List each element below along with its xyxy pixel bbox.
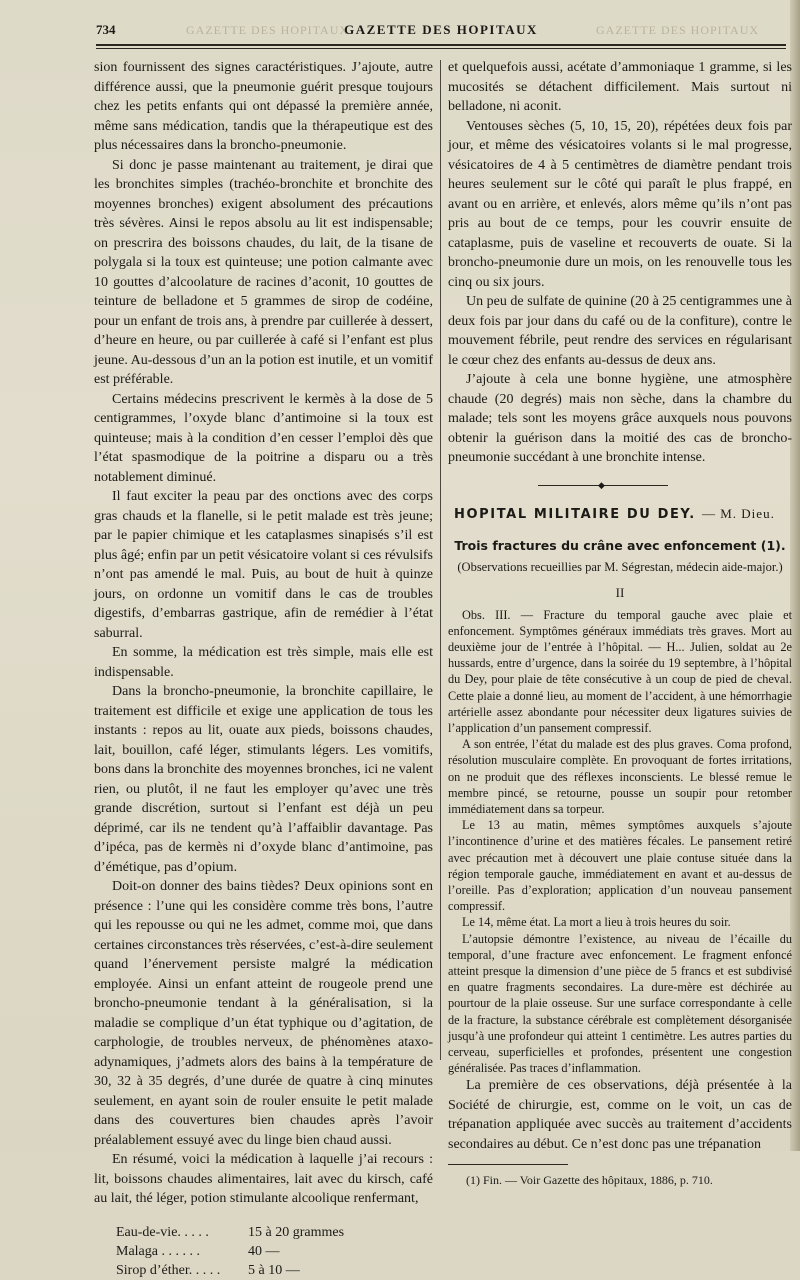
- footnote-rule: [448, 1164, 568, 1165]
- paragraph: Obs. III. — Fracture du temporal gauche avec plaie et enfoncement. Symptômes généraux immédiats très graves. Mort au deuxième jour de l’entrée à l’hôpital. — H... Julien, soldat au 2e hussards, entre d’urgence, dans la soirée du 19 septembre, à l’hôpital du Dey, pour plaie de tête consécutive à un coup de pied de cheval. Cette plaie a donné lieu, au moment de l’accident, à une hémorrhagie artérielle assez abondante pour nécessiter deux ligatures suivies de l’application d’un pansement compressif.: [448, 607, 792, 735]
- bleed-through-text-left: GAZETTE DES HOPITAUX: [186, 23, 350, 37]
- observation-text: [448, 607, 792, 1077]
- paragraph: La première de ces observations, déjà présentée à la Société de chirurgie, est, comme on le voit, un cas de trépanation appliquée avec succès au traitement d’accidents secondaires au début. Ce n’est donc pas une trépanation: [448, 1078, 792, 1152]
- paragraph: et quelquefois aussi, acétate d’ammoniaque 1 gramme, si les mucosités se détachent difficilement. Mais surtout ni belladone, ni aconit.: [448, 60, 792, 114]
- right-column: [448, 58, 792, 1188]
- paragraph: Le 13 au matin, mêmes symptômes auxquels s’ajoute l’incontinence d’urine et des matières fécales. Le pansement retiré avec précaution met à découvert une plaie contuse située dans la région temporale gauche, immédiatement en avant et au-dessus de l’oreille. Pas d’exploration; application d’un nouveau pansement compressif.: [448, 818, 792, 914]
- page-header: [96, 20, 786, 42]
- bleed-through-text-right: GAZETTE DES HOPITAUX: [596, 23, 760, 37]
- prescription-item: [116, 1242, 433, 1261]
- page-number: 734: [96, 22, 116, 37]
- journal-title: GAZETTE DES HOPITAUX: [344, 22, 538, 37]
- section-author: — M. Dieu.: [701, 505, 775, 521]
- paragraph: Doit-on donner des bains tièdes? Deux opinions sont en présence : l’une qui les considère comme très bons, l’autre qui les repousse ou qui ne les admet, comme moi, que dans certaines circonstances très réservées, c’est-à-dire seulement quand l’énervement persiste malgré la médication employée. Ainsi un enfant atteint de rougeole prend une broncho-pneumonie tendant à la généralisation, si la maladie se complique d’un état typhique ou d’agitation, de carphologie, de troubles nerveux, de phénomènes ataxo-adynamiques, j’admets alors des bains à la température de 30, 32 à 35 degrés, d’une durée de quatre à cinq minutes seulement, en ayant soin de rouler ensuite le petit malade dans des couvertures bien chaudes après l’avoir préalablement essuyé avec du linge bien chaud aussi.: [94, 879, 433, 1148]
- prescription-list: [116, 1223, 433, 1280]
- paragraph: Le 14, même état. La mort a lieu à trois heures du soir.: [462, 915, 731, 930]
- paragraph: L’autopsie démontre l’existence, au niveau de l’écaille du temporal, d’une fracture avec enfoncement. Le fragment enfoncé atteint presque la dimension d’une pièce de 5 francs et est subdivisé en quatre fragments secondaires. La dure-mère est déchirée au pourtour de la plaie osseuse. Sur une surface correspondante à celle de la fracture, la substance cérébrale est complètement désorganisée jusqu’à une profondeur qui atteint 1 centimètre. Les autres parties du cerveau, superficielles et profondes, présentent une congestion généralisée. Pas traces d’inflammation.: [448, 931, 792, 1076]
- paragraph: Ventouses sèches (5, 10, 15, 20), répétées deux fois par jour, et même des vésicatoires volants si le mal progresse, vésicatoires de 4 à 5 centimètres de diamètre pendant trois heures seulement sur le côté qui paraît le plus frappé, en avant ou en arrière, et enlevés, alors même qu’ils n’ont pas pris au bout de ce temps, pour les couvrir ensuite de cataplasme, puis de vaseline et recouverts de ouate. Si la broncho-pneumonie dure un mois, on les renouvelle tous les cinq ou six jours.: [448, 118, 792, 290]
- prescription-item: [116, 1223, 433, 1242]
- separator-ornament-icon: ◆: [598, 479, 605, 490]
- hospital-name: HOPITAL MILITAIRE DU DEY.: [454, 506, 696, 522]
- header-rule-thick: [96, 44, 786, 46]
- prescription-quantity: 40 —: [248, 1243, 280, 1259]
- paragraph: Il faut exciter la peau par des onctions avec des corps gras chauds et la flanelle, si le petit malade est très jeune; par le papier chimique et les cataplasmes sinapisés s’il est plus âgé; enfin par un petit vésicatoire volant si ces révulsifs n’ont pas amendé le mal. Puis, au bout de huit à quinze jours, on ordonne un vomitif dans le cas de troubles digestifs, d’embarras gastrique, afin de remédier à l’état saburral.: [94, 489, 433, 641]
- prescription-quantity: 15 à 20 grammes: [248, 1224, 345, 1240]
- prescription-name: Sirop d’éther. . . . .: [116, 1262, 221, 1278]
- article-title: Trois fractures du crâne avec enfoncement (1).: [454, 538, 786, 553]
- article-subtitle: (Observations recueillies par M. Ségrestan, médecin aide-major.): [457, 559, 783, 574]
- paragraph: Dans la broncho-pneumonie, la bronchite capillaire, le traitement est difficile et exige une application de tous les instants : repos au lit, ouate aux pieds, boissons chaudes, lait, bouillon, café léger, stimulants légers. Les vomitifs, bons dans la bronchite des moyennes bronches, ici ne valent rien, ou plutôt, il ne faut les employer qu’avec une très grande discrétion, surtout si l’enfant est déjà un peu déprimé, car ils ne tendent qu’à l’affaiblir davantage. Pas d’ipéca, pas de kermès ni d’oxyde blanc d’antimoine, pas d’émétique, pas d’opium.: [94, 684, 433, 875]
- left-column: [94, 58, 433, 1280]
- section-title: [454, 504, 792, 525]
- paragraph: J’ajoute à cela une bonne hygiène, une atmosphère chaude (20 degrés) mais non sèche, dans la chambre du malade; tels sont les moyens grâce auxquels nous pouvons obtenir la guérison dans la moitié des cas de broncho-pneumonie succédant à une bronchite intense.: [448, 372, 792, 465]
- prescription-name: Eau-de-vie. . . . .: [116, 1224, 209, 1240]
- header-rule-thin: [96, 48, 786, 49]
- section-separator: [448, 480, 792, 490]
- prescription-item: [116, 1261, 433, 1280]
- prescription-quantity: 5 à 10 —: [248, 1262, 300, 1278]
- prescription-name: Malaga . . . . . .: [116, 1243, 200, 1259]
- paragraph: Certains médecins prescrivent le kermès à la dose de 5 centigrammes, l’oxyde blanc d’antimoine si la toux est quinteuse; mais à la condition d’en cesser l’emploi dès que l’état spasmodique de la poitrine a disparu ou a très notablement diminué.: [94, 391, 433, 485]
- paragraph: Si donc je passe maintenant au traitement, je dirai que les bronchites simples (trachéo-bronchite et bronchite des moyennes bronches) exigent absolument des précautions très sévères. Ainsi le repos absolu au lit est indispensable; on prescrira des boissons chaudes, du lait, de la tisane de polygala si la toux est quinteuse; une potion calmante avec 10 gouttes d’alcoolature de racines d’aconit, 10 gouttes de teinture de belladone et 5 grammes de sirop de codéine, pour un enfant de trois ans, à prendre par cuillerée à dessert, d’heure en heure, ou par cuillerée à café si l’enfant est plus jeune. Au-dessous d’un an la potion est inutile, et un vomitif est préférable.: [94, 157, 433, 387]
- paragraph: sion fournissent des signes caractéristiques. J’ajoute, autre différence aussi, que la pneumonie guérit presque toujours chez les petits enfants qui ont dépassé la première année, même sans médication, tandis que la thérapeutique est des plus nécessaires dans la broncho-pneumonie.: [94, 60, 433, 153]
- column-divider: [440, 60, 441, 1060]
- paragraph: En résumé, voici la médication à laquelle j’ai recours : lit, boissons chaudes alimentaires, lait avec du kirsch, café au lait, thé léger, potion stimulante alcoolique renfermant,: [94, 1152, 433, 1206]
- paragraph: A son entrée, l’état du malade est des plus graves. Coma profond, résolution musculaire complète. En provoquant de fortes irritations, on ne produit que des réflexes inconscients. Le blessé remue le membre pincé, se retourne, pousse un soupir pour retomber immédiatement dans sa torpeur.: [448, 737, 792, 816]
- paragraph: En somme, la médication est très simple, mais elle est indispensable.: [94, 645, 433, 680]
- footnote: (1) Fin. — Voir Gazette des hôpitaux, 1886, p. 710.: [466, 1173, 713, 1188]
- part-number: II: [615, 585, 625, 600]
- paragraph: Un peu de sulfate de quinine (20 à 25 centigrammes une à deux fois par jour dans du café ou de la confiture), contre le mouvement fébrile, peut rendre des services en régularisant le cœur chez des enfants au-dessus de deux ans.: [448, 294, 792, 368]
